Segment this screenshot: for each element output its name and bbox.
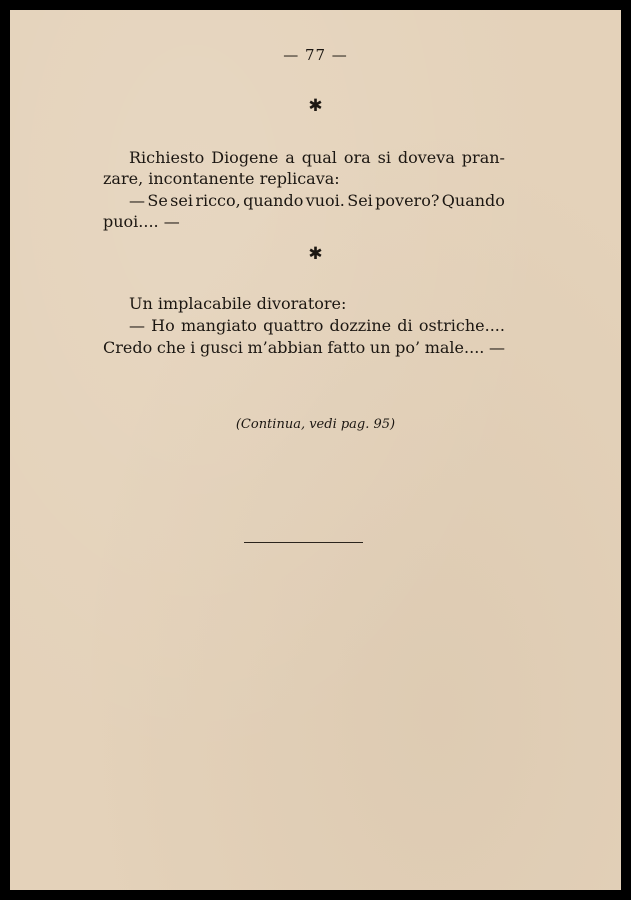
word: Richiesto bbox=[129, 148, 205, 167]
word: — bbox=[129, 316, 145, 335]
paragraph-line bbox=[129, 315, 505, 337]
section-separator: ✱ bbox=[308, 244, 323, 264]
word: Sei bbox=[347, 191, 373, 210]
word: quattro bbox=[263, 316, 324, 335]
word: fatto bbox=[327, 338, 366, 357]
word: quando bbox=[243, 191, 304, 210]
word: Credo bbox=[103, 338, 153, 357]
word: doveva bbox=[397, 148, 455, 167]
end-rule bbox=[244, 542, 363, 543]
paragraph-line: Un implacabile divoratore: bbox=[129, 294, 347, 313]
continuation-note: (Continua, vedi pag. 95) bbox=[235, 417, 396, 432]
word: Quando bbox=[441, 191, 505, 210]
book-page bbox=[10, 10, 621, 890]
word: gusci bbox=[199, 338, 243, 357]
word: ora bbox=[343, 148, 371, 167]
word: sei bbox=[170, 191, 193, 210]
word: m’abbian bbox=[247, 338, 323, 357]
word: mangiato bbox=[180, 316, 257, 335]
word: Diogene bbox=[211, 148, 279, 167]
word: dozzine bbox=[329, 316, 392, 335]
word: ricco, bbox=[195, 191, 241, 210]
word: che bbox=[156, 338, 186, 357]
word: — bbox=[488, 338, 505, 357]
paragraph-line: puoi.... — bbox=[103, 212, 180, 231]
word: povero? bbox=[375, 191, 440, 210]
paragraph-line: zare, incontanente replicava: bbox=[103, 169, 340, 188]
word: un bbox=[369, 338, 391, 357]
word: — bbox=[129, 191, 145, 210]
word: pran- bbox=[461, 148, 505, 167]
word: Ho bbox=[151, 316, 175, 335]
paragraph-line bbox=[129, 190, 505, 212]
word: Se bbox=[147, 191, 168, 210]
word: male.... bbox=[424, 338, 485, 357]
word: i bbox=[190, 338, 196, 357]
paragraph-line bbox=[103, 337, 505, 359]
word: ostriche.... bbox=[418, 316, 505, 335]
page-number: — 77 — bbox=[283, 46, 348, 64]
word: qual bbox=[301, 148, 337, 167]
section-separator: ✱ bbox=[308, 96, 323, 116]
word: vuoi. bbox=[305, 191, 345, 210]
paragraph-line bbox=[129, 147, 505, 169]
word: po’ bbox=[395, 338, 421, 357]
word: di bbox=[397, 316, 413, 335]
word: si bbox=[377, 148, 391, 167]
word: a bbox=[285, 148, 295, 167]
